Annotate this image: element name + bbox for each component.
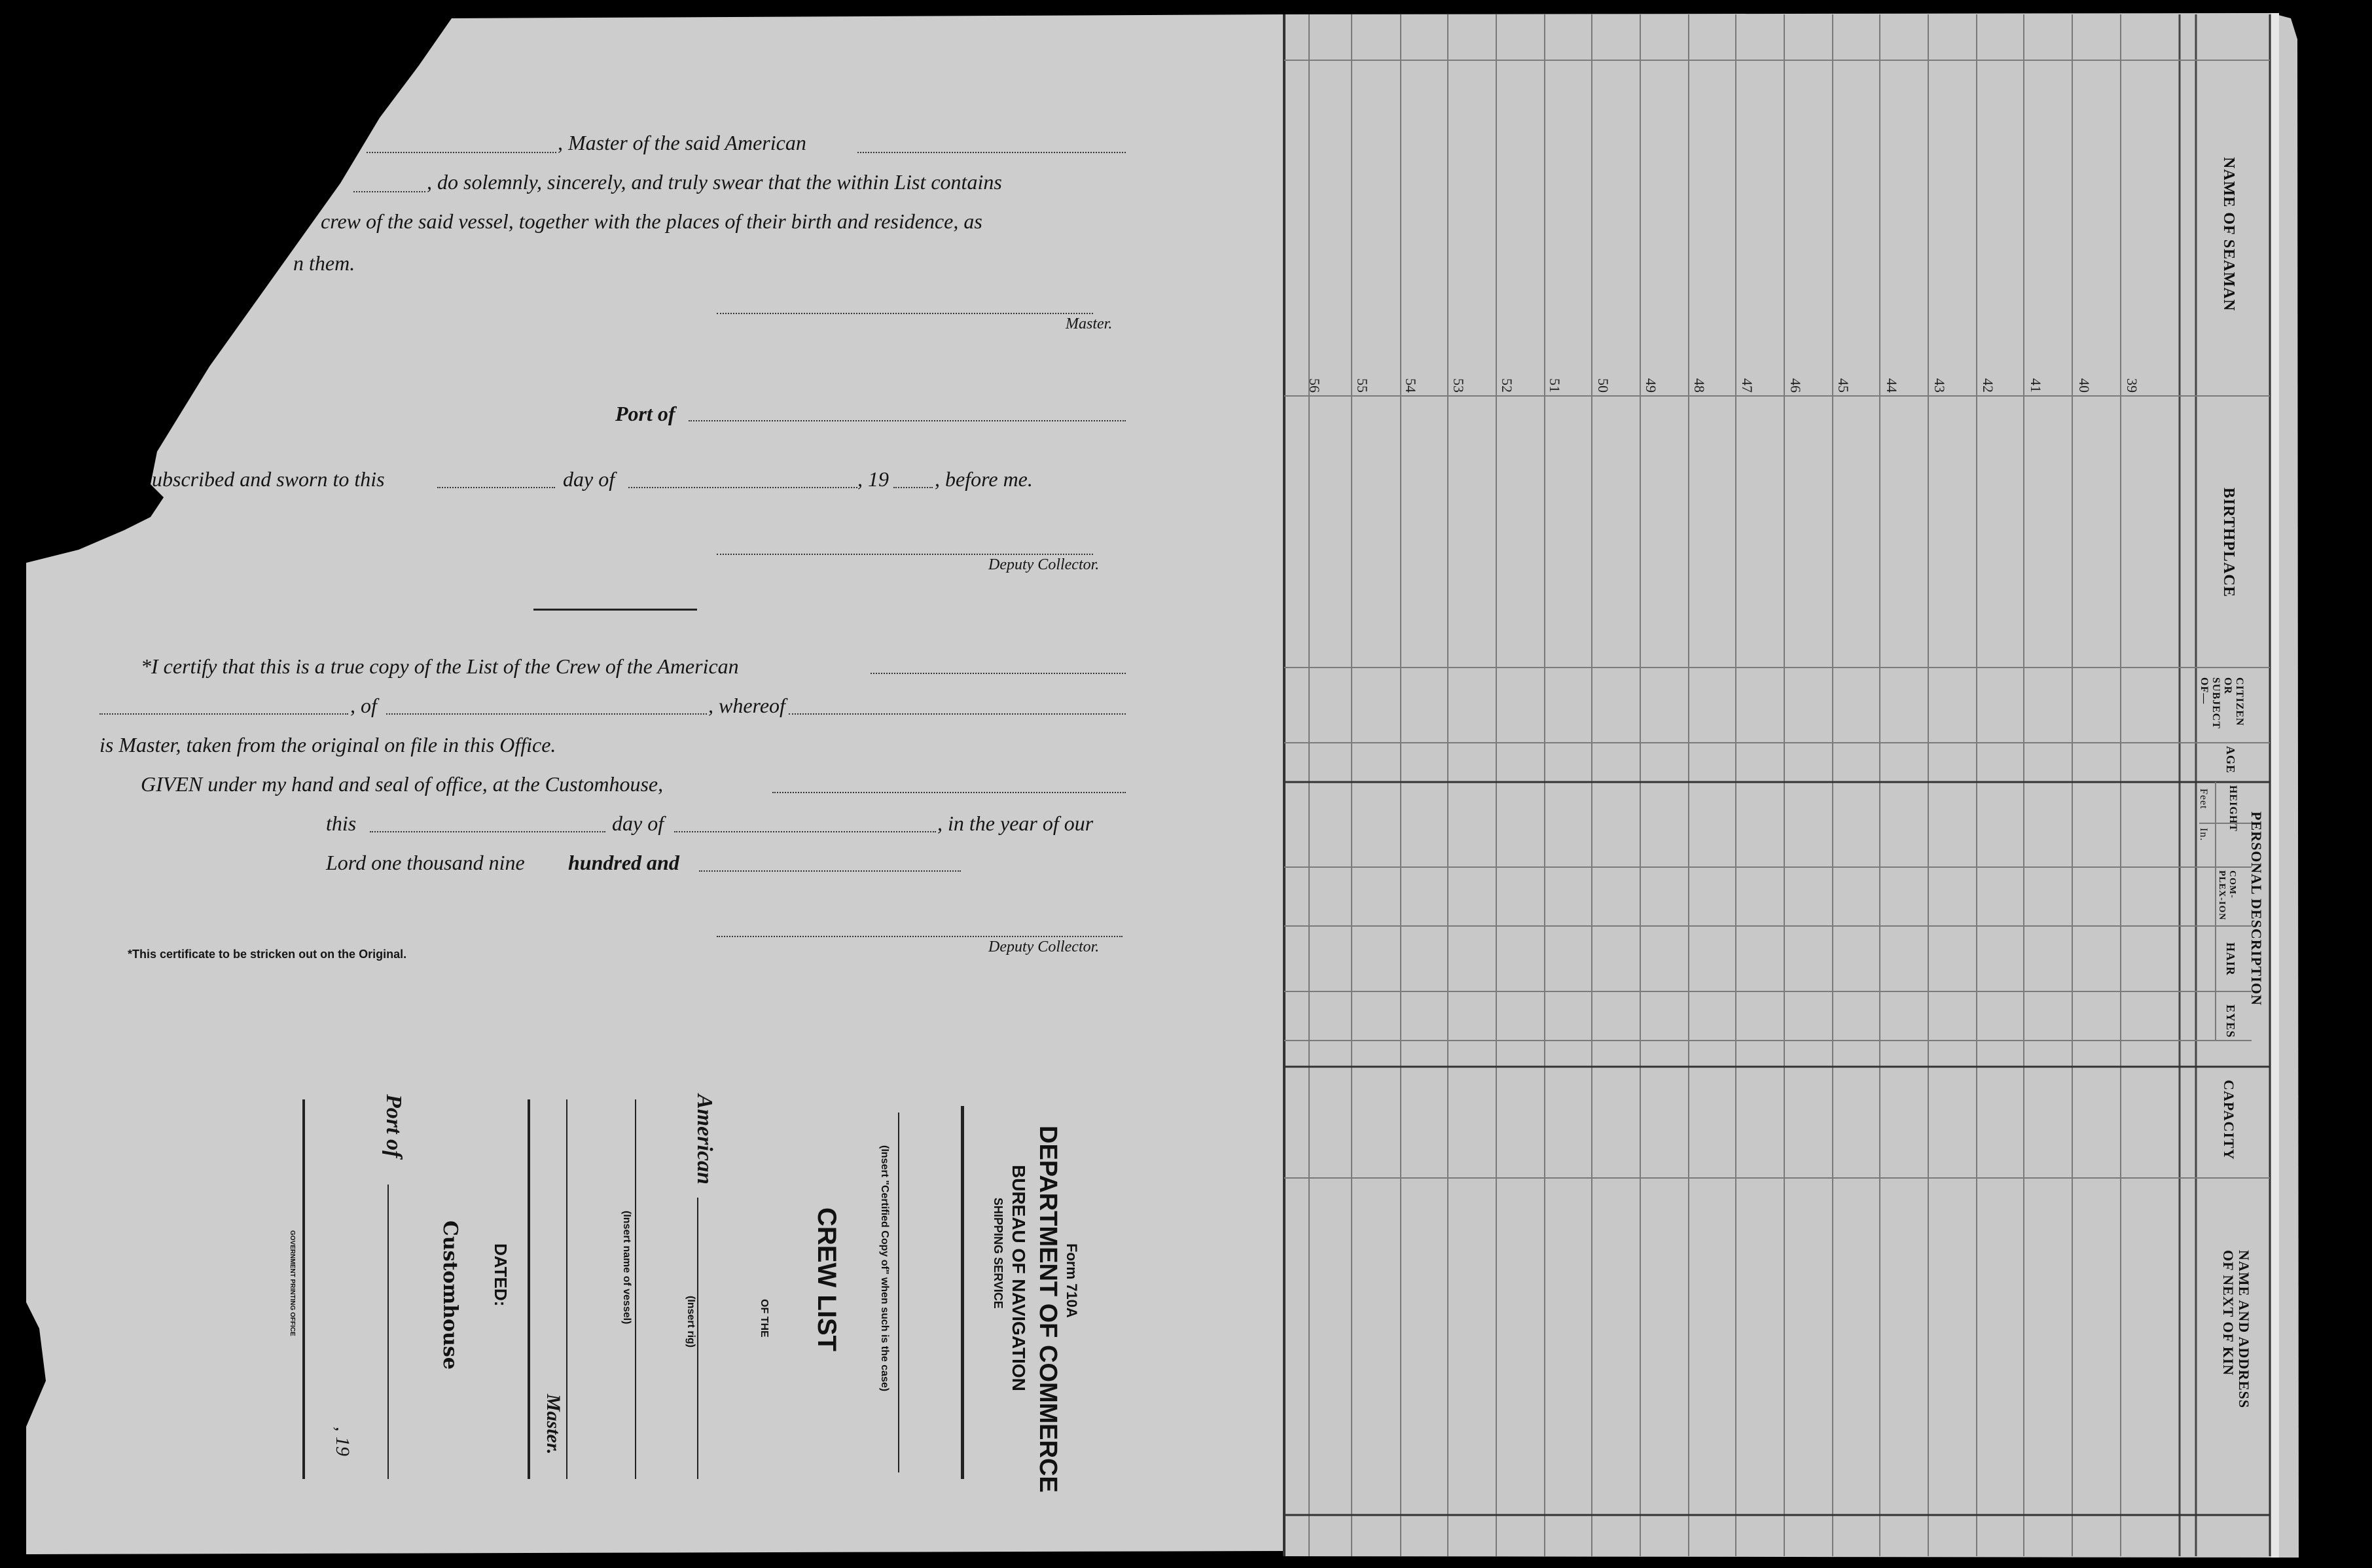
certificate-line4: GIVEN under my hand and seal of office, at the Customhouse, (141, 772, 664, 796)
master-label: Master. (543, 1394, 564, 1455)
header-complexion: COM-PLEX-ION (2217, 870, 2237, 921)
header-inches: In. (2198, 828, 2209, 842)
cover-port-label: Port of (382, 1094, 406, 1158)
oath-line4: n them. (293, 251, 355, 275)
form-number: Form 710A (1064, 1243, 1080, 1318)
american-label: American (692, 1094, 717, 1185)
header-capacity: CAPACITY (2221, 1080, 2237, 1160)
header-name-of-seaman: NAME OF SEAMAN (2220, 157, 2237, 312)
crew-list-title: CREW LIST (812, 1207, 841, 1351)
insert-rig-note: (Insert rig) (685, 1296, 696, 1348)
row-number-56: 56 (1306, 378, 1323, 393)
header-next-of-kin: NAME AND ADDRESS OF NEXT OF KIN (2220, 1250, 2252, 1409)
row-number-41: 41 (2028, 378, 2044, 393)
header-eyes: EYES (2224, 1005, 2237, 1039)
row-number-47: 47 (1739, 378, 1755, 393)
master-signature-label: Master. (1066, 315, 1113, 332)
oath-line2: , do solemnly, sincerely, and truly swear that the within List contains (427, 170, 1002, 194)
certificate-lord: Lord one thousand nine (326, 851, 525, 874)
row-number-51: 51 (1547, 378, 1563, 393)
certificate-this: this (326, 811, 357, 835)
row-number-54: 54 (1402, 378, 1419, 393)
service-title: SHIPPING SERVICE (992, 1198, 1005, 1309)
row-number-46: 46 (1787, 378, 1804, 393)
certificate-whereof: , whereof (708, 694, 785, 717)
before-me-text: , before me. (935, 467, 1033, 491)
row-number-40: 40 (2076, 378, 2093, 393)
row-number-44: 44 (1883, 378, 1900, 393)
header-personal-description: PERSONAL DESCRIPTION (2248, 811, 2265, 1006)
department-title: DEPARTMENT OF COMMERCE (1034, 1126, 1062, 1493)
subscribed-text: ubscribed and sworn to this (152, 467, 385, 491)
certificate-hundred-and: hundred and (568, 851, 679, 874)
printer-note: GOVERNMENT PRINTING OFFICE (289, 1230, 296, 1336)
row-number-45: 45 (1835, 378, 1852, 393)
row-number-53: 53 (1450, 378, 1467, 393)
customhouse-label: Customhouse (439, 1221, 461, 1370)
header-feet: Feet (2198, 789, 2209, 810)
row-number-55: 55 (1354, 378, 1371, 393)
deputy-collector-label-2: Deputy Collector. (988, 938, 1100, 955)
of-the-label: OF THE (759, 1299, 770, 1338)
row-number-43: 43 (1932, 378, 1948, 393)
deputy-collector-label-1: Deputy Collector. (988, 556, 1100, 573)
dated-label: DATED: (491, 1243, 511, 1307)
row-number-42: 42 (1979, 378, 1996, 393)
certificate-line3: is Master, taken from the original on file in this Office. (99, 733, 556, 757)
row-number-49: 49 (1643, 378, 1659, 393)
header-hair: HAIR (2224, 942, 2237, 976)
row-number-50: 50 (1594, 378, 1611, 393)
insert-certified-note: (Insert "Certified Copy of" when such is the case) (879, 1145, 890, 1392)
day-of-label: day of (563, 467, 615, 491)
cover-year: , 19 (332, 1427, 353, 1456)
row-number-48: 48 (1691, 378, 1708, 393)
insert-name-note: (Insert name of vessel) (621, 1211, 632, 1325)
oath-line1: , Master of the said American (558, 131, 806, 154)
certificate-day-of: day of (612, 811, 664, 835)
header-birthplace: BIRTHPLACE (2220, 488, 2237, 597)
certificate-footnote: *This certificate to be stricken out on the Original. (128, 948, 407, 961)
certificate-of: , of (350, 694, 377, 717)
row-number-39: 39 (2124, 378, 2140, 393)
certificate-in-the-year: , in the year of our (937, 811, 1094, 835)
year-label: , 19 (857, 467, 889, 491)
certificate-line1: *I certify that this is a true copy of the List of the Crew of the American (141, 654, 739, 678)
header-age: AGE (2224, 746, 2237, 774)
header-height: HEIGHT (2227, 785, 2238, 832)
row-number-52: 52 (1498, 378, 1515, 393)
bureau-title: BUREAU OF NAVIGATION (1009, 1165, 1029, 1391)
header-citizen: CITIZEN OR SUBJECT OF— (2199, 677, 2245, 729)
port-label: Port of (615, 402, 675, 425)
oath-line3: crew of the said vessel, together with the places of their birth and residence, as (321, 209, 982, 233)
